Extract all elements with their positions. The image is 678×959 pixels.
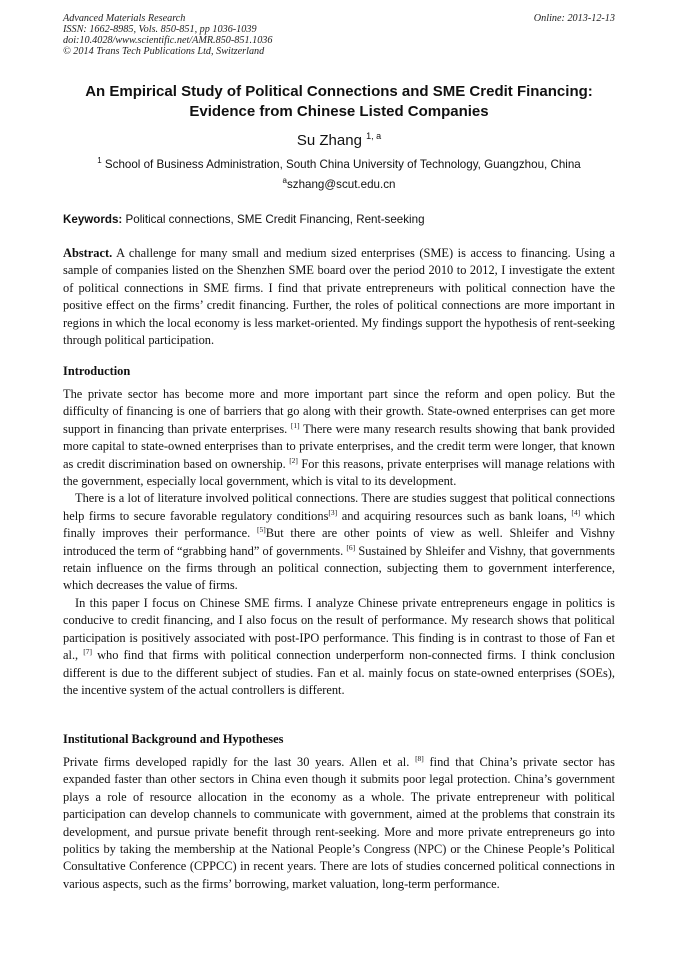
citation-7[interactable]: [7] — [83, 646, 92, 656]
text-run: There were many research results showing that bank provided more capital to state-owned enterprises than to private enterprises, and the credit term were longer, that known as credit discrimination based on ownership. — [63, 421, 615, 471]
text-run: For this reasons, private enterprises will manage relations with the government, especially local government, which is vital to its development. — [63, 456, 616, 489]
intro-paragraph-3 — [63, 595, 615, 699]
keywords — [63, 213, 615, 226]
text-run: The private sector has become more and more important part since the reform and open policy. But the difficulty of financing is one of barriers that go along with their growth. State-owned enterprises can get more support in financing than private enterprises. — [63, 387, 615, 436]
author-line — [40, 131, 638, 149]
affiliation-mark: 1 — [97, 156, 102, 165]
keywords-label: Keywords: — [63, 213, 123, 226]
email-address[interactable]: szhang@scut.edu.cn — [287, 177, 396, 191]
text-run: There is a lot of literature involved political connections. There are studies suggest that political connections help firms to secure favorable regulatory conditions — [63, 491, 615, 523]
intro-paragraph-2 — [63, 490, 615, 594]
abstract-label: Abstract. — [63, 246, 113, 260]
text-run: In this paper I focus on Chinese SME firms. I analyze Chinese private entrepreneurs engage in politics is conducive to credit financing, and I also focus on the result of performance. My research shows that political participation is positively associated with post-IPO performance. This finding is in contrast to those of Fan et al., — [63, 595, 615, 663]
online-date: Online: 2013-12-13 — [533, 13, 615, 24]
citation-4[interactable]: [4] — [571, 507, 581, 517]
intro-paragraph-1 — [63, 386, 615, 490]
issn-line: ISSN: 1662-8985, Vols. 850-851, pp 1036-1039 — [63, 24, 257, 35]
email-line — [40, 176, 638, 191]
section-heading-background: Institutional Background and Hypotheses — [63, 732, 284, 746]
email-mark: a — [282, 176, 287, 185]
citation-3[interactable]: [3] — [328, 507, 338, 517]
author-marks: 1, a — [366, 131, 382, 141]
text-run: But there are other points of view as well. Shleifer and Vishny introduced the term of “grabbing hand” of governments. — [63, 526, 615, 558]
section-heading-introduction: Introduction — [63, 364, 131, 378]
citation-2[interactable]: [2] — [289, 455, 298, 465]
author-name: Su Zhang — [296, 132, 362, 149]
title-line-2: Evidence from Chinese Listed Companies — [189, 103, 489, 120]
background-body — [63, 754, 615, 893]
text-run: find that China’s private sector has expanded faster than other sectors in China even though it submits poor legal protection. China’s government plays a role of resource allocation in the economy as a whole. The private entrepreneur with political participation can develop channels to communicate with government, aimed at the problems that constrain its development, and pursue private benefit through rent-seeking. More and more private entrepreneurs go into politics by taking the membership at the National People’s Congress (NPC) or the Chinese People’s Political Consultative Conference (CPPCC) in recent years. There are lots of studies concerned political connections in various aspects, such as the firms’ borrowing, market valuation, long-term performance. — [63, 755, 615, 891]
text-run: and acquiring resources such as bank loans, — [337, 508, 572, 523]
affiliation-text: School of Business Administration, South China University of Technology, Guangzhou, China — [104, 157, 581, 171]
citation-6[interactable]: [6] — [346, 542, 356, 552]
affiliation — [40, 156, 638, 171]
citation-1[interactable]: [1] — [290, 420, 300, 430]
text-run: which finally improves their performance. — [63, 508, 615, 541]
citation-5[interactable]: [5] — [257, 525, 266, 535]
keywords-text: Political connections, SME Credit Financing, Rent-seeking — [125, 213, 425, 226]
introduction-body — [63, 386, 615, 699]
doi-line[interactable]: doi:10.4028/www.scientific.net/AMR.850-851.1036 — [63, 35, 273, 46]
title-line-1: An Empirical Study of Political Connections and SME Credit Financing: — [85, 83, 593, 100]
abstract — [63, 245, 615, 349]
journal-name: Advanced Materials Research — [63, 13, 186, 24]
text-run: Sustained by Shleifer and Vishny, that governments retain influence on the firms through an political connection, subjecting them to government interference, which decreases the value of firms. — [63, 543, 615, 593]
text-run: Private firms developed rapidly for the last 30 years. Allen et al. — [63, 755, 416, 769]
citation-8[interactable]: [8] — [415, 753, 424, 763]
journal-header — [63, 13, 615, 57]
abstract-text: A challenge for many small and medium sized enterprises (SME) is access to financing. Using a sample of companies listed on the Shenzhen SME board over the period 2010 to 2012, I investigate the extent of political connections in SME firms. I find that private entrepreneurs with political connection have the positive effect on the firms’ credit financing. Further, the roles of political connections are more important in regions in which the local economy is less market-oriented. My findings support the hypothesis of rent-seeking through political participation. — [63, 246, 615, 348]
text-run: who find that firms with political connection underperform non-connected firms. I think conclusion different is due to the different subject of studies. Fan et al. mainly focus on state-owned enterprises (SOEs), the incentive system of the actual controllers is different. — [63, 648, 615, 697]
paper-title — [40, 82, 638, 122]
background-paragraph-1 — [63, 754, 615, 893]
copyright-line: © 2014 Trans Tech Publications Ltd, Switzerland — [63, 46, 265, 57]
